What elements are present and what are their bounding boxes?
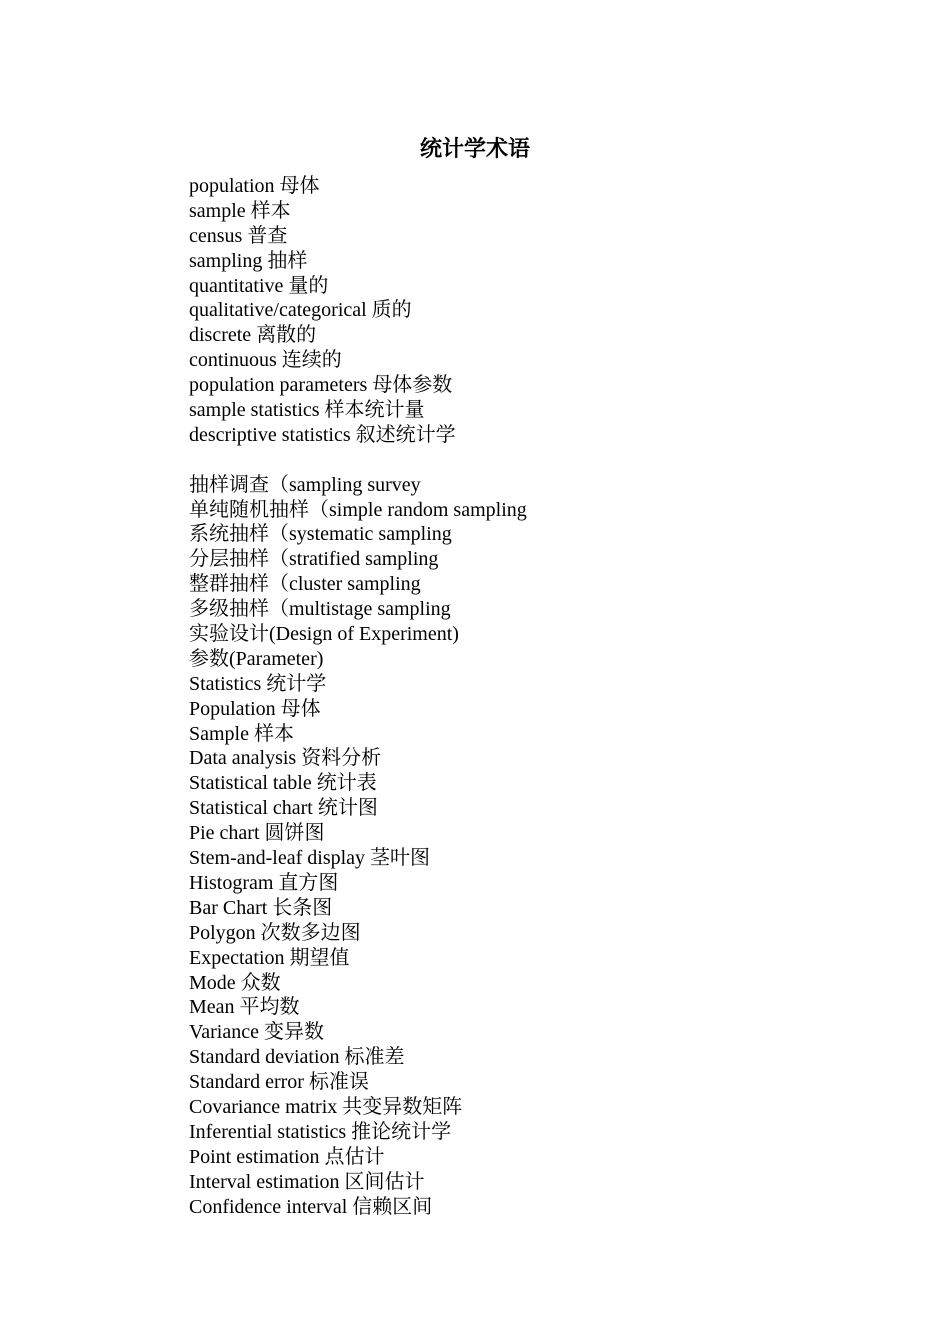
term-line: Sample 样本 bbox=[189, 722, 294, 745]
term-line: Standard deviation 标准差 bbox=[189, 1046, 405, 1069]
term-list bbox=[189, 174, 527, 1219]
term-line: Bar Chart 长条图 bbox=[189, 896, 333, 919]
term-line: Polygon 次数多边图 bbox=[189, 921, 361, 944]
term-line: Statistical chart 统计图 bbox=[189, 797, 378, 820]
term-line: 参数(Parameter) bbox=[189, 647, 324, 670]
term-line: census 普查 bbox=[189, 224, 288, 247]
term-line: Standard error 标准误 bbox=[189, 1071, 369, 1094]
term-line: Confidence interval 信赖区间 bbox=[189, 1195, 433, 1218]
term-line: population parameters 母体参数 bbox=[189, 374, 453, 397]
term-line: sampling 抽样 bbox=[189, 249, 308, 272]
term-line: Interval estimation 区间估计 bbox=[189, 1170, 425, 1193]
term-line: Expectation 期望值 bbox=[189, 946, 350, 969]
term-line: continuous 连续的 bbox=[189, 349, 342, 372]
term-line: Histogram 直方图 bbox=[189, 871, 339, 894]
document-title: 统计学术语 bbox=[419, 136, 530, 161]
term-line: Data analysis 资料分析 bbox=[189, 747, 382, 770]
term-line: 整群抽样（cluster sampling bbox=[189, 573, 421, 596]
term-line: Mean 平均数 bbox=[189, 996, 300, 1019]
term-line: population 母体 bbox=[189, 175, 320, 197]
term-line: Stem-and-leaf display 茎叶图 bbox=[189, 847, 431, 870]
term-line: 分层抽样（stratified sampling bbox=[189, 548, 439, 571]
term-line: Variance 变异数 bbox=[189, 1021, 324, 1044]
blank-line bbox=[189, 448, 527, 473]
term-line: descriptive statistics 叙述统计学 bbox=[189, 423, 456, 446]
term-line: qualitative/categorical 质的 bbox=[189, 299, 412, 322]
term-line: Point estimation 点估计 bbox=[189, 1145, 385, 1168]
term-line: quantitative 量的 bbox=[189, 274, 329, 297]
term-line: Statistics 统计学 bbox=[189, 672, 327, 695]
term-line: 抽样调查（sampling survey bbox=[189, 473, 421, 496]
term-line: Statistical table 统计表 bbox=[189, 772, 377, 795]
term-line: 实验设计(Design of Experiment) bbox=[189, 623, 459, 646]
term-line: Covariance matrix 共变异数矩阵 bbox=[189, 1095, 463, 1118]
term-line: discrete 离散的 bbox=[189, 324, 317, 347]
term-line: Inferential statistics 推论统计学 bbox=[189, 1120, 452, 1143]
term-line: sample statistics 样本统计量 bbox=[189, 399, 425, 422]
term-line: 单纯随机抽样（simple random sampling bbox=[189, 498, 527, 521]
term-line: 系统抽样（systematic sampling bbox=[189, 523, 452, 546]
term-line: 多级抽样（multistage sampling bbox=[189, 598, 451, 621]
term-line: Mode 众数 bbox=[189, 971, 281, 994]
term-line: sample 样本 bbox=[189, 199, 291, 222]
term-line: Population 母体 bbox=[189, 697, 321, 720]
term-line: Pie chart 圆饼图 bbox=[189, 822, 325, 845]
